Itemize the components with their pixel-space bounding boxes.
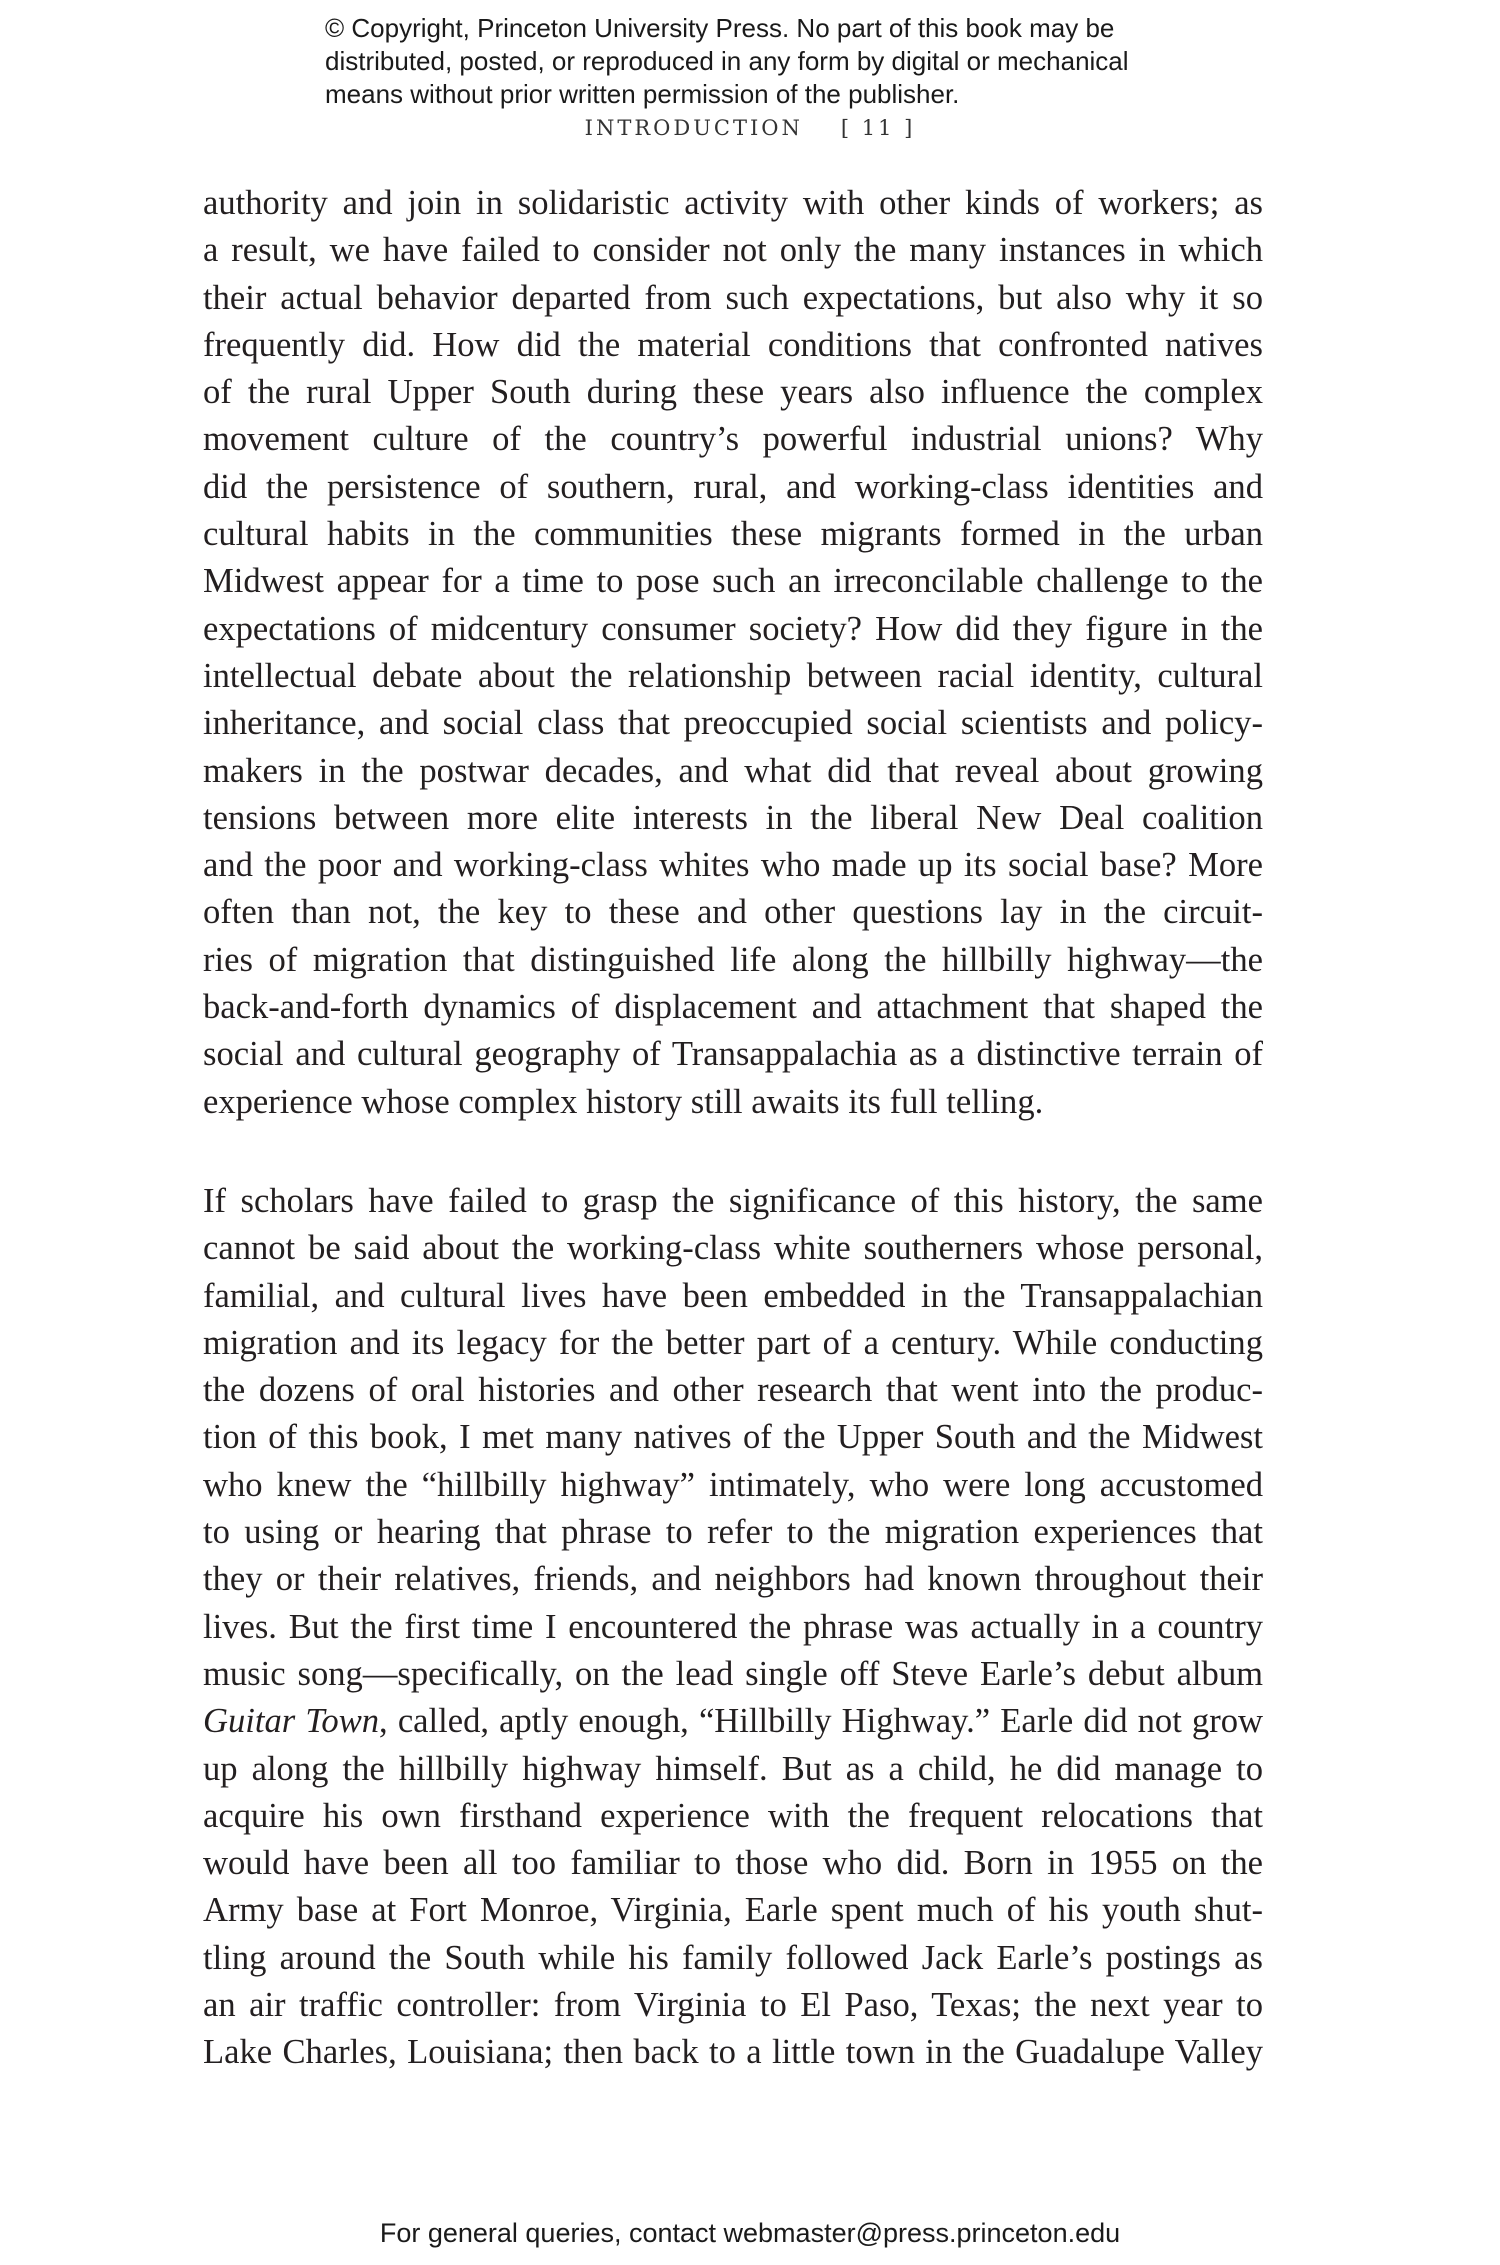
text-line: and the poor and working-class whites who made up its social base? More: [203, 846, 1263, 885]
text-line: acquire his own firsthand experience with the frequent relocations that: [203, 1796, 1263, 1835]
album-title: Guitar Town: [203, 1702, 380, 1741]
text-line: often than not, the key to these and other questions lay in the circuit-: [203, 893, 1263, 932]
text-line: the dozens of oral histories and other research that went into the produc-: [203, 1371, 1263, 1410]
text-line: inheritance, and social class that preoccupied social scientists and policy-: [203, 704, 1263, 743]
text-line: makers in the postwar decades, and what did that reveal about growing: [203, 751, 1263, 790]
text-line: tensions between more elite interests in the liberal New Deal coalition: [203, 798, 1263, 837]
text-line: frequently did. How did the material conditions that confronted natives: [203, 325, 1263, 364]
copyright-line: distributed, posted, or reproduced in any form by digital or mechanical: [325, 46, 1129, 76]
text-line: intellectual debate about the relationship between racial identity, cultural: [203, 656, 1263, 695]
text-line: up along the hillbilly highway himself. But as a child, he did manage to: [203, 1749, 1263, 1788]
text-line: tion of this book, I met many natives of the Upper South and the Midwest: [203, 1418, 1263, 1457]
footer-contact: For general queries, contact webmaster@press.princeton.edu: [379, 2218, 1121, 2248]
page-number: [ 11 ]: [840, 116, 916, 140]
text-line: migration and its legacy for the better part of a century. While conducting: [203, 1323, 1263, 1362]
paragraph-2: [203, 1178, 1263, 2077]
text-line: authority and join in solidaristic activity with other kinds of workers; as: [203, 184, 1263, 222]
text-line: Army base at Fort Monroe, Virginia, Earle spent much of his youth shut-: [203, 1891, 1263, 1930]
copyright-line: © Copyright, Princeton University Press. No part of this book may be: [325, 13, 1115, 43]
text-line: Midwest appear for a time to pose such an irreconcilable challenge to the: [203, 562, 1263, 601]
copyright-line: means without prior written permission of the publisher.: [325, 79, 960, 109]
text-line: cultural habits in the communities these migrants formed in the urban: [203, 515, 1263, 554]
text-line: familial, and cultural lives have been embedded in the Transappalachian: [203, 1276, 1263, 1315]
text-line: music song—specifically, on the lead single off Steve Earle’s debut album: [203, 1654, 1263, 1693]
copyright-notice: [325, 12, 1225, 111]
text-line: tling around the South while his family followed Jack Earle’s postings as: [203, 1938, 1263, 1977]
text-line: ries of migration that distinguished life along the hillbilly highway—the: [203, 940, 1263, 979]
text-line: their actual behavior departed from such expectations, but also why it so: [203, 278, 1263, 317]
text-fragment: , called, aptly enough, “Hillbilly Highway.” Earle did not grow: [379, 1702, 1263, 1741]
text-line-with-title: [203, 1698, 1263, 1745]
text-line: If scholars have failed to grasp the significance of this history, the same: [203, 1182, 1263, 1220]
text-line: Lake Charles, Louisiana; then back to a little town in the Guadalupe Valley: [203, 2033, 1263, 2072]
text-line: cannot be said about the working-class white southerners whose personal,: [203, 1229, 1263, 1268]
text-line: who knew the “hillbilly highway” intimately, who were long accustomed: [203, 1465, 1263, 1504]
text-line: expectations of midcentury consumer society? How did they figure in the: [203, 609, 1263, 648]
text-line: experience whose complex history still awaits its full telling.: [203, 1082, 1044, 1121]
running-head: [0, 116, 1500, 140]
text-line: a result, we have failed to consider not only the many instances in which: [203, 231, 1263, 270]
text-line: lives. But the first time I encountered the phrase was actually in a country: [203, 1607, 1263, 1646]
text-line: social and cultural geography of Transappalachia as a distinctive terrain of: [203, 1035, 1263, 1074]
text-line: movement culture of the country’s powerful industrial unions? Why: [203, 420, 1263, 459]
section-title: INTRODUCTION: [584, 116, 803, 140]
text-line: back-and-forth dynamics of displacement and attachment that shaped the: [203, 988, 1263, 1027]
text-line: they or their relatives, friends, and neighbors had known throughout their: [203, 1560, 1263, 1599]
text-line: to using or hearing that phrase to refer to the migration experiences that: [203, 1513, 1263, 1552]
text-line: an air traffic controller: from Virginia to El Paso, Texas; the next year to: [203, 1986, 1263, 2025]
paragraph-1: [203, 180, 1263, 1126]
text-line: of the rural Upper South during these years also influence the complex: [203, 373, 1263, 412]
text-line: did the persistence of southern, rural, and working-class identities and: [203, 467, 1263, 506]
text-line: would have been all too familiar to those who did. Born in 1955 on the: [203, 1844, 1263, 1883]
